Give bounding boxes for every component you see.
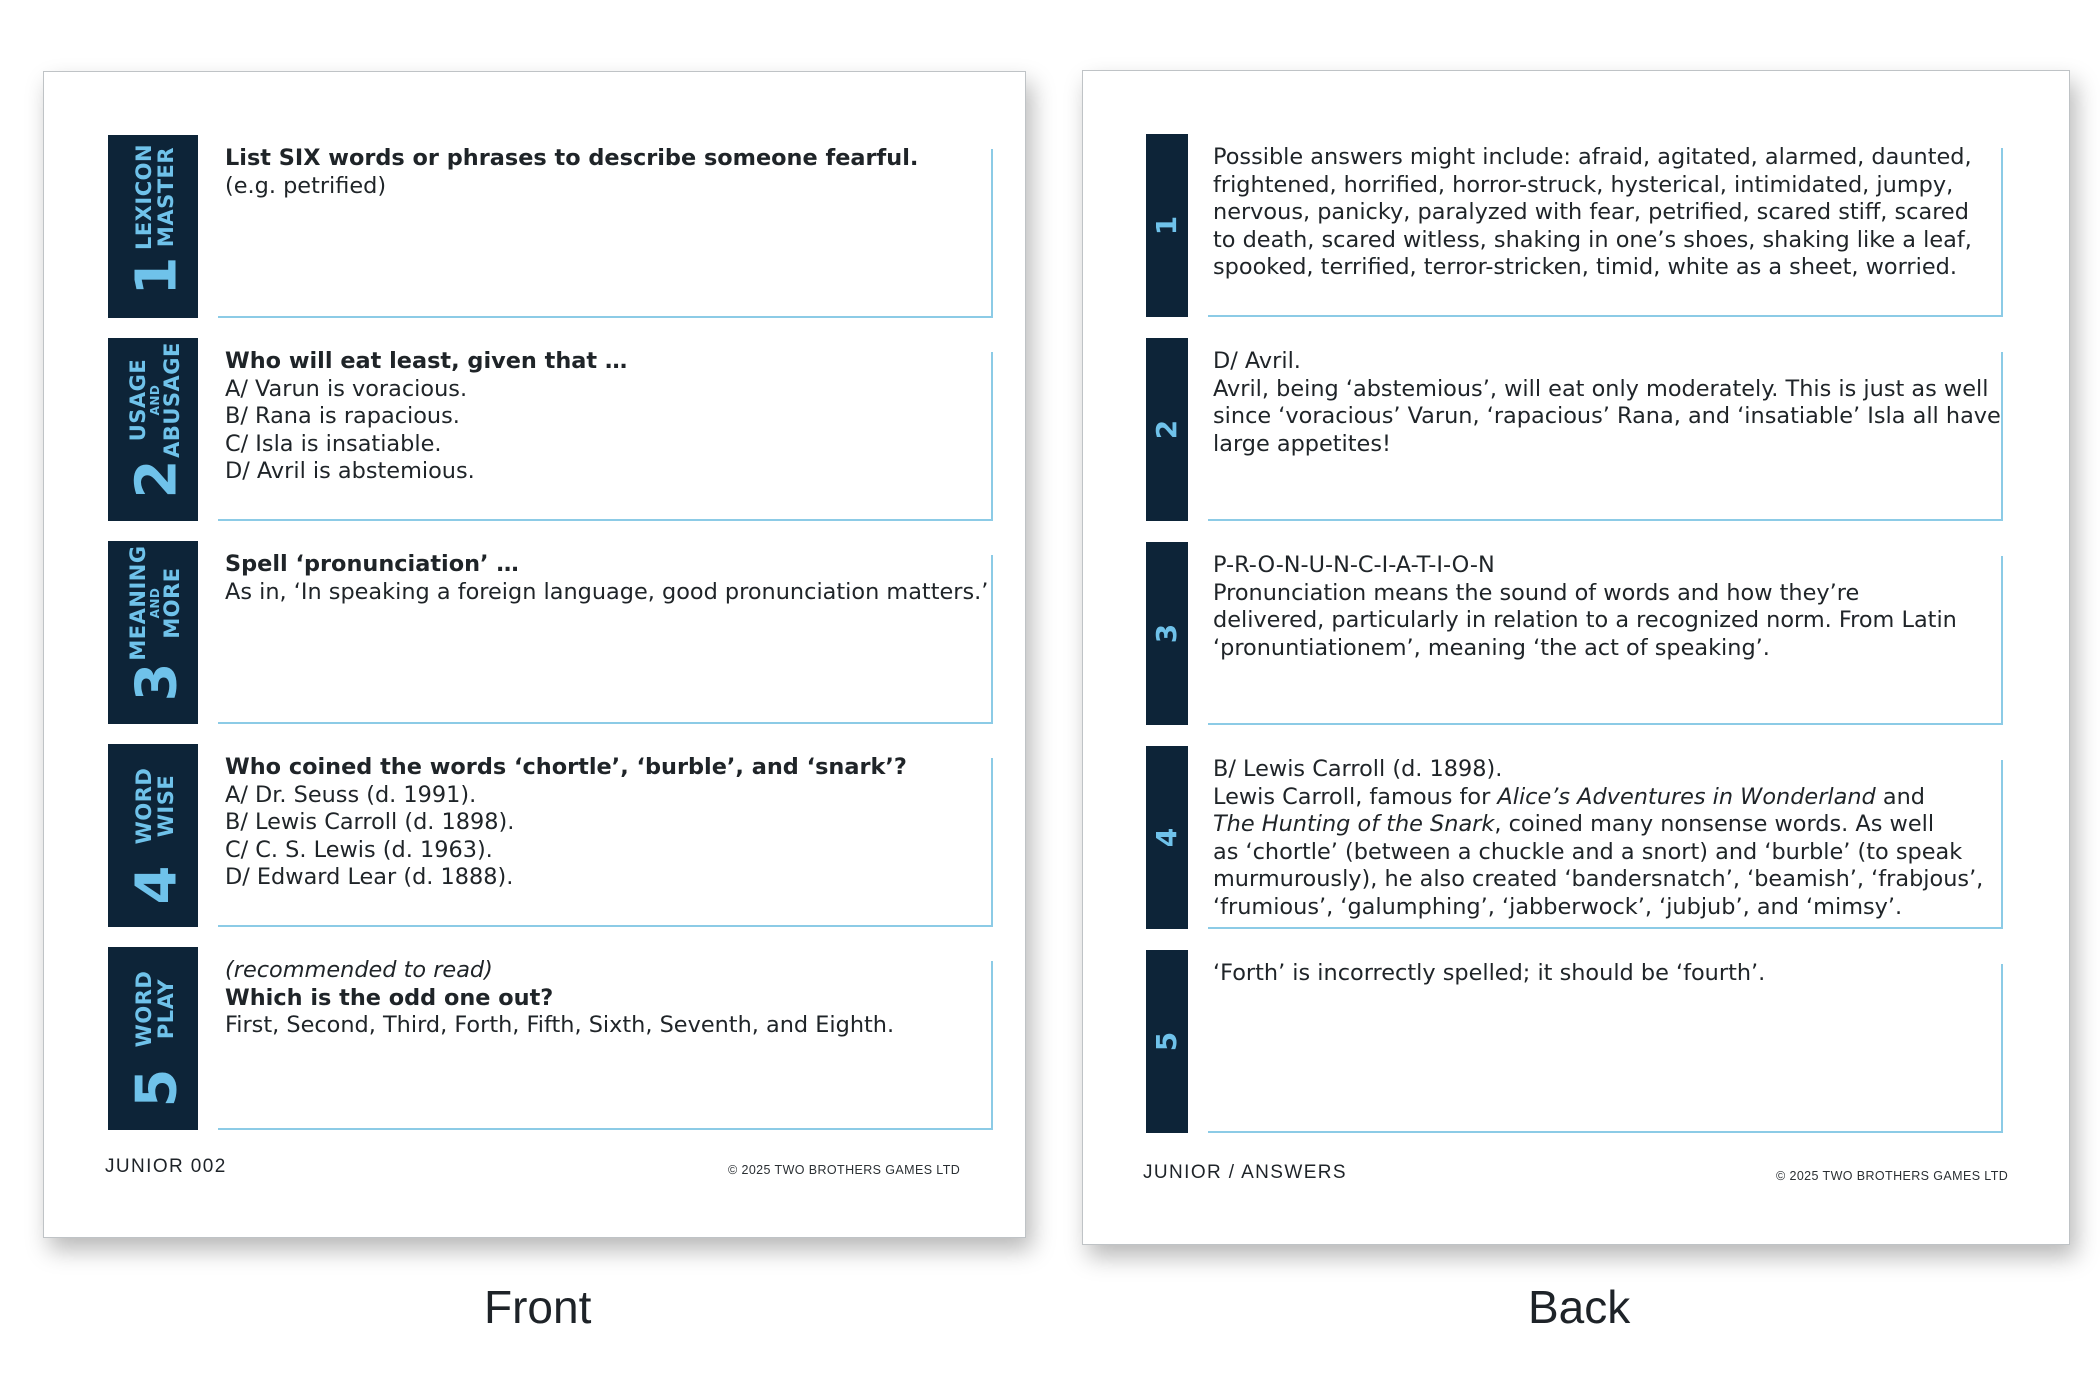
- answer-number: [1146, 338, 1188, 521]
- answer-text: [1213, 348, 2003, 458]
- answer-line: [1213, 431, 2003, 459]
- category-label: [120, 143, 190, 251]
- answer-tab: [1146, 950, 1188, 1133]
- question-text: [225, 957, 995, 1040]
- question-row: [108, 338, 1008, 521]
- category-label: [120, 545, 190, 661]
- answer-line-text: Avril, being ‘abstemious’, will eat only moderately. This is just as well: [1213, 375, 1989, 402]
- question-line: First, Second, Third, Forth, Fifth, Sixth, Seventh, and Eighth.: [225, 1012, 895, 1039]
- category-label: [120, 959, 190, 1059]
- answer-number: [1146, 950, 1188, 1133]
- question-row: [108, 135, 1008, 318]
- answer-number-text: 3: [1150, 623, 1184, 644]
- answer-number-text: 2: [1150, 419, 1184, 440]
- answer-line: [1213, 960, 2003, 988]
- category-word: ABUSAGE: [160, 342, 184, 458]
- category-tab: [108, 744, 198, 927]
- category-word: WISE: [154, 774, 178, 838]
- answer-line-text: delivered, particularly in relation to a recognized norm. From Latin: [1213, 607, 1957, 634]
- answer-tab: [1146, 746, 1188, 929]
- question-row: [108, 744, 1008, 927]
- question-line: A/ Varun is voracious.: [225, 375, 468, 402]
- answer-line-text: since ‘voracious’ Varun, ‘rapacious’ Rana, and ‘insatiable’ Isla all have: [1213, 403, 2001, 430]
- answer-line-text: frightened, horrified, horror-struck, hysterical, intimidated, jumpy,: [1213, 171, 1954, 198]
- category-word: WORD: [132, 767, 156, 845]
- category-number: [126, 855, 188, 915]
- answer-line: [1213, 580, 2003, 608]
- answer-line-text: , coined many nonsense words. As well: [1494, 811, 1935, 838]
- answer-tab: [1146, 134, 1188, 317]
- answer-line: [1213, 811, 2003, 839]
- question-line: C/ C. S. Lewis (d. 1963).: [225, 836, 493, 863]
- question-text: [225, 551, 995, 606]
- question-text: [225, 145, 995, 200]
- answer-number: [1146, 542, 1188, 725]
- category-label-text: [127, 342, 183, 458]
- answer-line: [1213, 348, 2003, 376]
- category-label-text: [133, 144, 177, 250]
- category-label: [120, 756, 190, 856]
- answer-line-text: to death, scared witless, shaking in one’s shoes, shaking like a leaf,: [1213, 226, 1972, 253]
- category-number-text: 1: [124, 256, 189, 296]
- question-line: Which is the odd one out?: [225, 984, 554, 1011]
- category-word: MORE: [160, 567, 184, 639]
- question-line: D/ Edward Lear (d. 1888).: [225, 864, 514, 891]
- category-label-text: [133, 971, 177, 1048]
- answer-line-text: Lewis Carroll, famous for: [1213, 783, 1498, 810]
- answer-row: [1146, 542, 2046, 725]
- category-label-text: [127, 545, 183, 660]
- question-line: Spell ‘pronunciation’ …: [225, 551, 519, 577]
- answer-line-text: spooked, terrified, terror-stricken, timid, white as a sheet, worried.: [1213, 254, 1957, 281]
- answer-line-text: large appetites!: [1213, 430, 1391, 457]
- answer-number: [1146, 134, 1188, 317]
- category-label: [120, 342, 190, 458]
- answer-tab: [1146, 542, 1188, 725]
- question-line: A/ Dr. Seuss (d. 1991).: [225, 781, 477, 808]
- answer-line: [1213, 866, 2003, 894]
- answer-line: [1213, 756, 2003, 784]
- category-number: [126, 652, 188, 712]
- book-title: Alice’s Adventures in Wonderland: [1497, 783, 1876, 810]
- answer-text: [1213, 756, 2003, 922]
- answer-line: [1213, 172, 2003, 200]
- category-label-text: [133, 768, 177, 845]
- category-word: MASTER: [154, 146, 178, 248]
- question-line: List SIX words or phrases to describe someone fearful.: [225, 145, 919, 171]
- category-word: USAGE: [126, 358, 150, 442]
- back-footer-label: JUNIOR / ANSWERS: [1143, 1162, 1347, 1183]
- category-number-text: 5: [124, 1068, 189, 1108]
- answer-line: [1213, 784, 2003, 812]
- answer-number-text: 4: [1150, 827, 1184, 848]
- category-number: [126, 1058, 188, 1118]
- answer-line-text: and: [1875, 783, 1925, 810]
- category-number-text: 3: [124, 662, 189, 702]
- back-card: [1082, 70, 2070, 1245]
- answer-line-text: ‘frumious’, ‘galumphing’, ‘jabberwock’, ‘jubjub’, and ‘mimsy’.: [1213, 893, 1903, 920]
- answer-number-text: 5: [1150, 1031, 1184, 1052]
- answer-line: [1213, 376, 2003, 404]
- answer-line-text: B/ Lewis Carroll (d. 1898).: [1213, 756, 1503, 782]
- answer-text: [1213, 144, 2003, 282]
- answer-line-text: D/ Avril.: [1213, 348, 1301, 374]
- category-tab: [108, 541, 198, 724]
- book-title: The Hunting of the Snark: [1213, 811, 1495, 838]
- answer-line: [1213, 635, 2003, 663]
- category-number-text: 2: [124, 459, 189, 499]
- category-number: [126, 246, 188, 306]
- front-card: [43, 71, 1026, 1238]
- answer-number: [1146, 746, 1188, 929]
- answer-line-text: as ‘chortle’ (between a chuckle and a snort) and ‘burble’ (to speak: [1213, 838, 1963, 865]
- answer-row: [1146, 950, 2046, 1133]
- answer-line-text: Possible answers might include: afraid, agitated, alarmed, daunted,: [1213, 144, 1972, 170]
- back-copyright: © 2025 TWO BROTHERS GAMES LTD: [1776, 1169, 2009, 1183]
- question-line: B/ Rana is rapacious.: [225, 403, 460, 430]
- question-line: B/ Lewis Carroll (d. 1898).: [225, 809, 515, 836]
- front-caption: Front: [484, 1281, 592, 1333]
- question-line: Who coined the words ‘chortle’, ‘burble’, and ‘snark’?: [225, 754, 907, 780]
- question-line: (e.g. petrified): [225, 172, 387, 199]
- question-text: [225, 754, 995, 892]
- answer-line: [1213, 403, 2003, 431]
- answer-line-text: P-R-O-N-U-N-C-I-A-T-I-O-N: [1213, 552, 1495, 578]
- back-caption: Back: [1528, 1281, 1631, 1333]
- question-line: Who will eat least, given that …: [225, 348, 628, 374]
- answer-line: [1213, 839, 2003, 867]
- answer-row: [1146, 134, 2046, 317]
- category-word: LEXICON: [132, 143, 156, 251]
- answer-line-text: murmurously), he also created ‘bandersnatch’, ‘beamish’, ‘frabjous’,: [1213, 866, 1984, 893]
- answer-line: [1213, 894, 2003, 922]
- answer-row: [1146, 746, 2046, 929]
- question-line: (recommended to read): [225, 957, 493, 983]
- category-number-text: 4: [124, 865, 189, 905]
- question-text: [225, 348, 995, 486]
- answer-line-text: ‘pronuntiationem’, meaning ‘the act of speaking’.: [1213, 634, 1770, 661]
- answer-line: [1213, 254, 2003, 282]
- answer-line-text: nervous, panicky, paralyzed with fear, petrified, scared stiff, scared: [1213, 199, 1969, 226]
- answer-line: [1213, 199, 2003, 227]
- category-number: [126, 449, 188, 509]
- category-tab: [108, 947, 198, 1130]
- category-word: MEANING: [126, 545, 150, 661]
- answer-tab: [1146, 338, 1188, 521]
- answer-row: [1146, 338, 2046, 521]
- category-tab: [108, 338, 198, 521]
- answer-line-text: Pronunciation means the sound of words and how they’re: [1213, 579, 1860, 606]
- answer-line-text: ‘Forth’ is incorrectly spelled; it should be ‘fourth’.: [1213, 960, 1766, 986]
- answer-line: [1213, 607, 2003, 635]
- front-footer-label: JUNIOR 002: [105, 1156, 227, 1177]
- category-word: WORD: [132, 970, 156, 1048]
- category-word: PLAY: [154, 978, 178, 1040]
- question-line: C/ Isla is insatiable.: [225, 430, 442, 457]
- question-line: As in, ‘In speaking a foreign language, good pronunciation matters.’: [225, 578, 989, 605]
- answer-line: [1213, 144, 2003, 172]
- question-row: [108, 947, 1008, 1130]
- front-copyright: © 2025 TWO BROTHERS GAMES LTD: [728, 1163, 961, 1177]
- answer-text: [1213, 552, 2003, 662]
- answer-line: [1213, 227, 2003, 255]
- category-word: AND: [148, 384, 162, 416]
- question-line: D/ Avril is abstemious.: [225, 458, 475, 485]
- question-row: [108, 541, 1008, 724]
- answer-frame: [1208, 964, 2003, 1133]
- answer-text: [1213, 960, 2003, 988]
- category-tab: [108, 135, 198, 318]
- answer-line: [1213, 552, 2003, 580]
- answer-number-text: 1: [1150, 215, 1184, 236]
- category-word: AND: [148, 587, 162, 619]
